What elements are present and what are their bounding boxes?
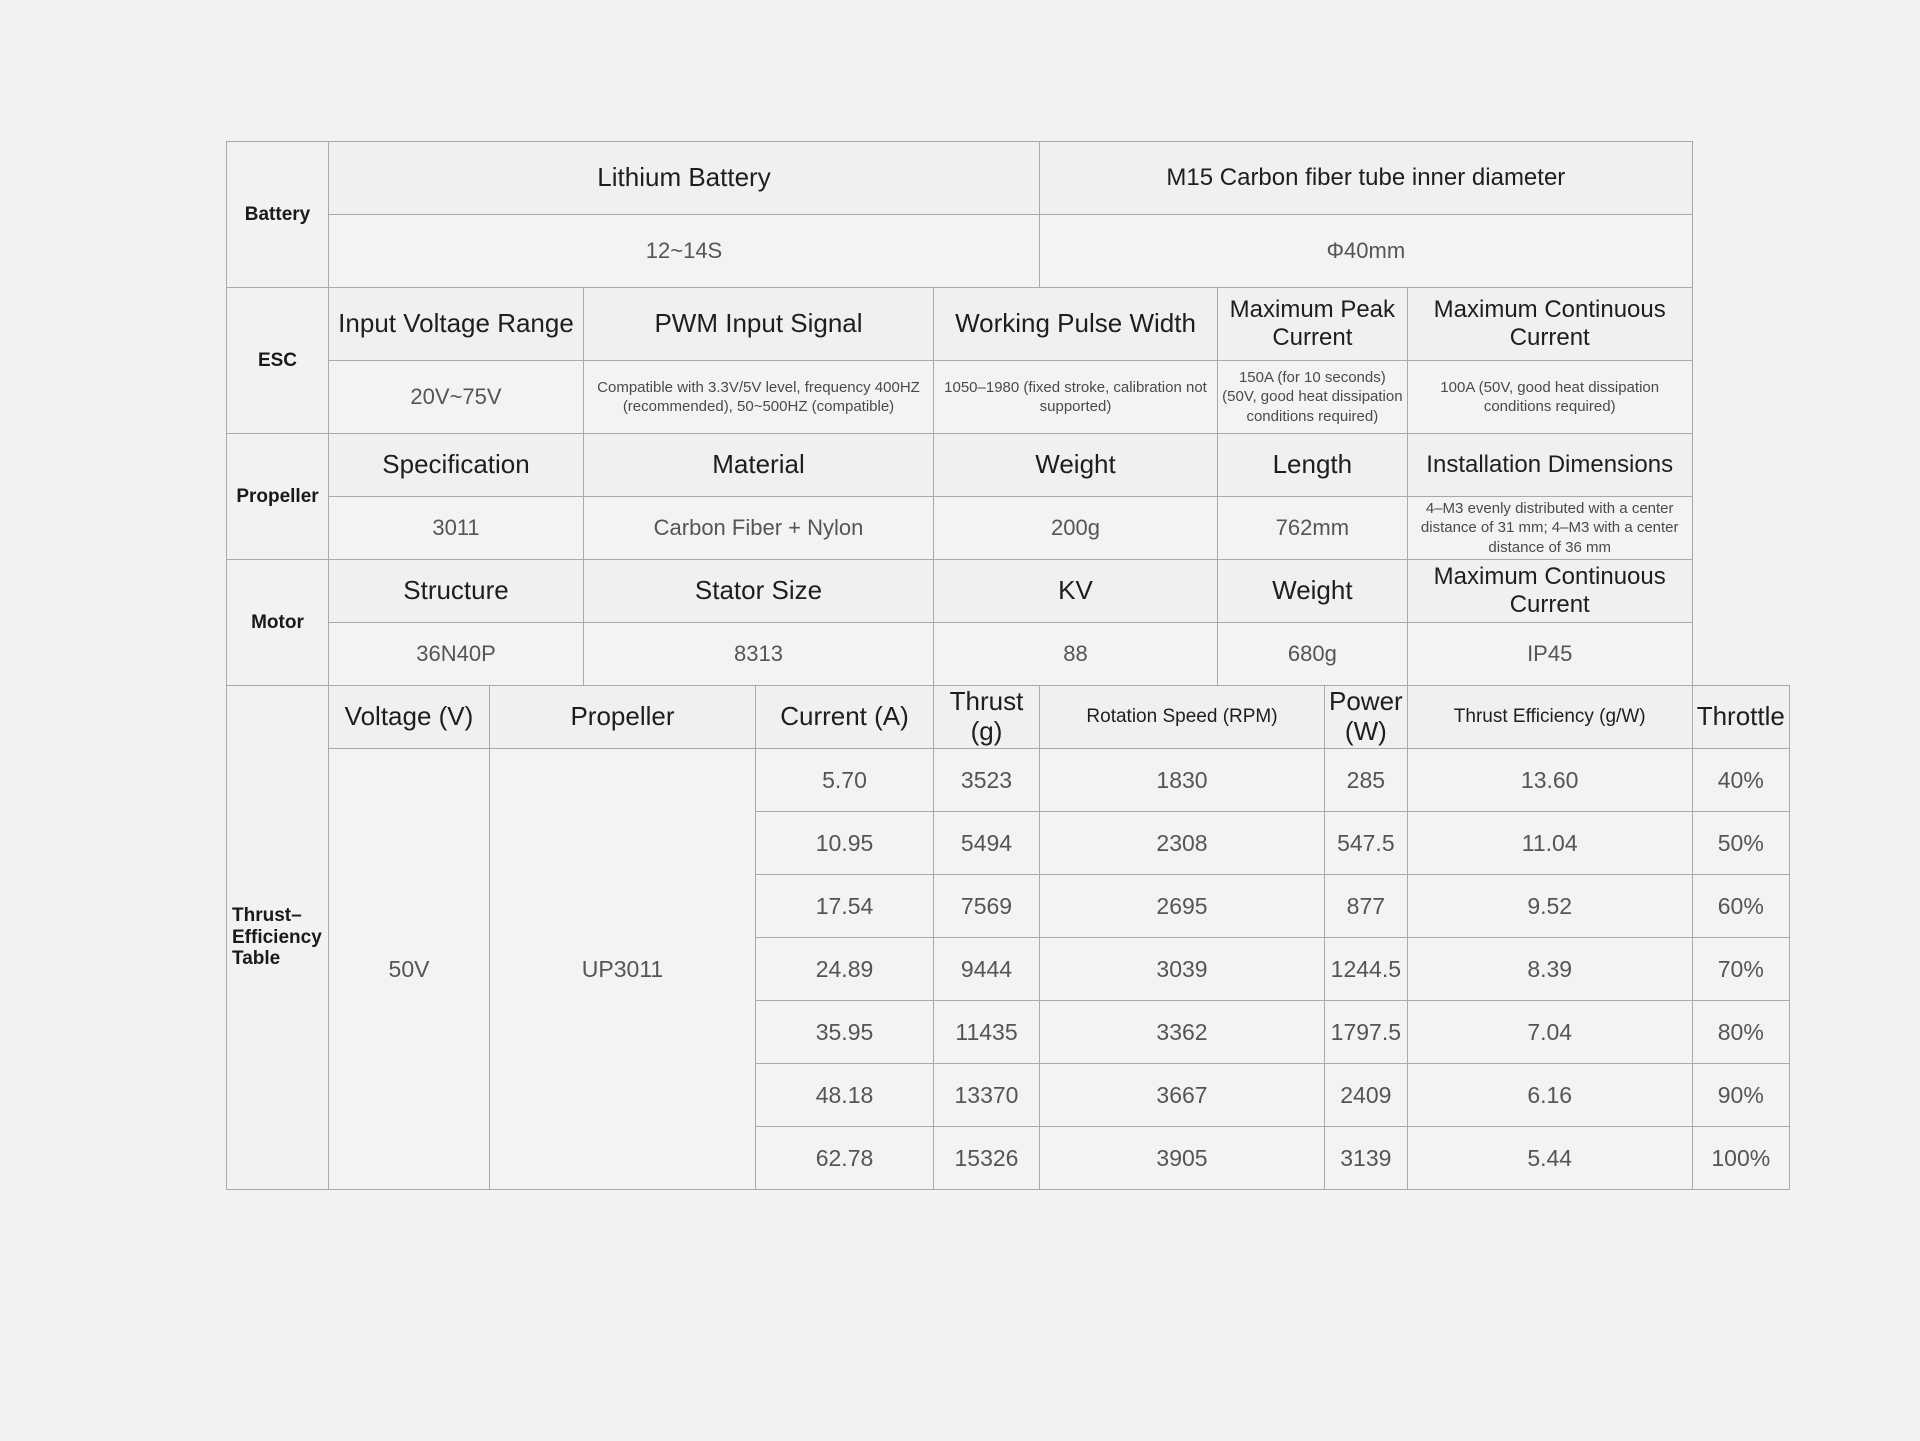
thrust-propeller-value: UP3011 xyxy=(490,749,756,1190)
motor-stator-header: Stator Size xyxy=(584,560,934,623)
thrust-cell: 547.5 xyxy=(1325,812,1408,875)
thrust-cell: 40% xyxy=(1692,749,1789,812)
esc-input-voltage-value: 20V~75V xyxy=(329,361,584,434)
thrust-cell: 3523 xyxy=(934,749,1040,812)
motor-structure-header: Structure xyxy=(329,560,584,623)
motor-kv-value: 88 xyxy=(934,623,1218,686)
esc-peak-current-value: 150A (for 10 seconds) (50V, good heat dissipation conditions required) xyxy=(1218,361,1408,434)
propeller-label: Propeller xyxy=(227,434,329,560)
thrust-current-header: Current (A) xyxy=(756,686,934,749)
thrust-cell: 35.95 xyxy=(756,1001,934,1064)
battery-label: Battery xyxy=(227,142,329,288)
thrust-throttle-header: Throttle xyxy=(1692,686,1789,749)
thrust-cell: 6.16 xyxy=(1407,1064,1692,1127)
thrust-cell: 17.54 xyxy=(756,875,934,938)
thrust-cell: 70% xyxy=(1692,938,1789,1001)
thrust-cell: 5.70 xyxy=(756,749,934,812)
esc-pwm-value: Compatible with 3.3V/5V level, frequency 400HZ (recommended), 50~500HZ (compatible) xyxy=(584,361,934,434)
esc-pulse-width-header: Working Pulse Width xyxy=(934,288,1218,361)
thrust-cell: 2308 xyxy=(1040,812,1325,875)
propeller-install-header: Installation Dimensions xyxy=(1407,434,1692,497)
thrust-cell: 3039 xyxy=(1040,938,1325,1001)
thrust-cell: 5.44 xyxy=(1407,1127,1692,1190)
motor-weight-value: 680g xyxy=(1218,623,1408,686)
thrust-cell: 3905 xyxy=(1040,1127,1325,1190)
thrust-cell: 11435 xyxy=(934,1001,1040,1064)
motor-stator-value: 8313 xyxy=(584,623,934,686)
thrust-power-header: Power (W) xyxy=(1325,686,1408,749)
thrust-cell: 9444 xyxy=(934,938,1040,1001)
thrust-cell: 5494 xyxy=(934,812,1040,875)
battery-type-value: 12~14S xyxy=(329,215,1040,288)
propeller-spec-header: Specification xyxy=(329,434,584,497)
esc-label: ESC xyxy=(227,288,329,434)
thrust-cell: 100% xyxy=(1692,1127,1789,1190)
thrust-cell: 15326 xyxy=(934,1127,1040,1190)
thrust-voltage-header: Voltage (V) xyxy=(329,686,490,749)
esc-pulse-width-value: 1050–1980 (fixed stroke, calibration not supported) xyxy=(934,361,1218,434)
tube-diameter-header: M15 Carbon fiber tube inner diameter xyxy=(1040,142,1693,215)
esc-continuous-current-header: Maximum Continuous Current xyxy=(1407,288,1692,361)
esc-peak-current-header: Maximum Peak Current xyxy=(1218,288,1408,361)
motor-continuous-current-header: Maximum Continuous Current xyxy=(1407,560,1692,623)
thrust-cell: 80% xyxy=(1692,1001,1789,1064)
thrust-cell: 50% xyxy=(1692,812,1789,875)
motor-weight-header: Weight xyxy=(1218,560,1408,623)
motor-continuous-current-value: IP45 xyxy=(1407,623,1692,686)
thrust-cell: 7569 xyxy=(934,875,1040,938)
thrust-cell: 2409 xyxy=(1325,1064,1408,1127)
thrust-cell: 9.52 xyxy=(1407,875,1692,938)
propeller-weight-value: 200g xyxy=(934,497,1218,560)
thrust-cell: 13.60 xyxy=(1407,749,1692,812)
thrust-cell: 48.18 xyxy=(756,1064,934,1127)
thrust-cell: 3667 xyxy=(1040,1064,1325,1127)
thrust-cell: 60% xyxy=(1692,875,1789,938)
thrust-cell: 1830 xyxy=(1040,749,1325,812)
thrust-cell: 3362 xyxy=(1040,1001,1325,1064)
thrust-table-label: Thrust–Efficiency Table xyxy=(227,686,329,1190)
propeller-length-value: 762mm xyxy=(1218,497,1408,560)
table-row xyxy=(227,749,1790,812)
esc-pwm-header: PWM Input Signal xyxy=(584,288,934,361)
tube-diameter-value: Φ40mm xyxy=(1040,215,1693,288)
motor-label: Motor xyxy=(227,560,329,686)
thrust-cell: 90% xyxy=(1692,1064,1789,1127)
thrust-voltage-value: 50V xyxy=(329,749,490,1190)
thrust-cell: 7.04 xyxy=(1407,1001,1692,1064)
motor-structure-value: 36N40P xyxy=(329,623,584,686)
thrust-cell: 11.04 xyxy=(1407,812,1692,875)
propeller-spec-value: 3011 xyxy=(329,497,584,560)
thrust-cell: 2695 xyxy=(1040,875,1325,938)
propeller-material-value: Carbon Fiber + Nylon xyxy=(584,497,934,560)
battery-type-header: Lithium Battery xyxy=(329,142,1040,215)
thrust-cell: 1797.5 xyxy=(1325,1001,1408,1064)
thrust-cell: 62.78 xyxy=(756,1127,934,1190)
esc-continuous-current-value: 100A (50V, good heat dissipation conditions required) xyxy=(1407,361,1692,434)
propeller-weight-header: Weight xyxy=(934,434,1218,497)
spec-table xyxy=(226,141,1790,1190)
thrust-cell: 24.89 xyxy=(756,938,934,1001)
thrust-rpm-header: Rotation Speed (RPM) xyxy=(1040,686,1325,749)
propeller-install-value: 4–M3 evenly distributed with a center distance of 31 mm; 4–M3 with a center distance of 36 mm xyxy=(1407,497,1692,560)
propeller-length-header: Length xyxy=(1218,434,1408,497)
thrust-cell: 3139 xyxy=(1325,1127,1408,1190)
thrust-cell: 285 xyxy=(1325,749,1408,812)
motor-kv-header: KV xyxy=(934,560,1218,623)
thrust-cell: 13370 xyxy=(934,1064,1040,1127)
thrust-cell: 877 xyxy=(1325,875,1408,938)
thrust-thrust-header: Thrust (g) xyxy=(934,686,1040,749)
thrust-cell: 8.39 xyxy=(1407,938,1692,1001)
thrust-cell: 1244.5 xyxy=(1325,938,1408,1001)
thrust-efficiency-header: Thrust Efficiency (g/W) xyxy=(1407,686,1692,749)
thrust-propeller-header: Propeller xyxy=(490,686,756,749)
thrust-cell: 10.95 xyxy=(756,812,934,875)
propeller-material-header: Material xyxy=(584,434,934,497)
esc-input-voltage-header: Input Voltage Range xyxy=(329,288,584,361)
